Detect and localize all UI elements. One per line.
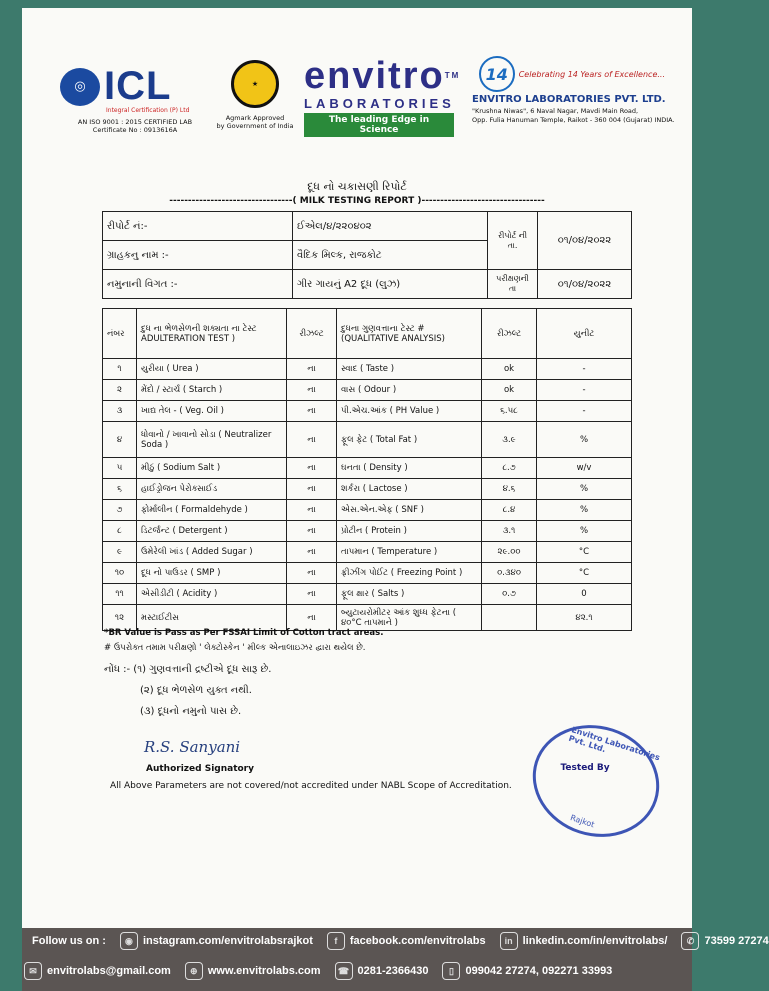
website-link[interactable] (185, 962, 321, 980)
table-row (103, 542, 632, 563)
adulteration-result: ના (287, 359, 337, 380)
row-number: ૮ (103, 521, 137, 542)
row-number: ૭ (103, 500, 137, 521)
table-body (103, 359, 632, 631)
hash-note: # ઉપરોક્ત તમામ પરીક્ષણો ' લેક્ટોસ્કેન ' મીલ્ક એનાલાઇઝર દ્વારા થયેલ છે. (104, 643, 366, 653)
sample-details: ગીર ગાયનું A2 દૂધ (લુઝ) (293, 270, 488, 299)
authorized-signatory: Authorized Signatory (146, 764, 254, 774)
header-unit: યુનીટ (537, 309, 632, 359)
table-row (103, 422, 632, 458)
remarks (104, 659, 383, 722)
unit: % (537, 479, 632, 500)
icl-certification (60, 118, 210, 134)
landline-number: 0281-2366430 (357, 965, 429, 977)
remark-item: (૨) દૂધ ભેળસેળ યુક્ત નથી. (140, 685, 252, 696)
remark-item: (૧) ગુણવત્તાની દ્રષ્ટીએ દૂધ સારૂ છે. (133, 664, 272, 675)
quality-result: ૦.૭ (482, 584, 537, 605)
table-row (103, 500, 632, 521)
remark-item: (૩) દૂધનો નમુનો પાસ છે. (140, 706, 242, 717)
table-row (103, 359, 632, 380)
email-link[interactable] (24, 962, 171, 980)
report-info-table (102, 211, 632, 299)
adulteration-result: ના (287, 479, 337, 500)
instagram-url: instagram.com/envitrolabsrajkot (142, 935, 313, 947)
table-row (103, 584, 632, 605)
facebook-link[interactable] (327, 932, 486, 950)
adulteration-test: ખાદ્ય તેલ - ( Veg. Oil ) (137, 401, 287, 422)
lab-stamp (518, 709, 674, 853)
linkedin-link[interactable] (500, 932, 668, 950)
adulteration-result: ના (287, 605, 337, 631)
signature: R.S. Sanyani (144, 738, 241, 756)
company-address (472, 107, 687, 124)
unit: - (537, 401, 632, 422)
quality-test: ઘનતા ( Density ) (337, 458, 482, 479)
table-row (103, 380, 632, 401)
letterhead (22, 8, 692, 148)
header-result: રીઝલ્ટ (287, 309, 337, 359)
mobile-icon: ▯ (442, 962, 460, 980)
row-number: ૨ (103, 380, 137, 401)
stamp-tested-by: Tested By (560, 762, 610, 773)
email-icon: ✉ (24, 962, 42, 980)
quality-test: ફૂલ ફેટ ( Total Fat ) (337, 422, 482, 458)
company-name: ENVITRO LABORATORIES PVT. LTD. (472, 94, 666, 105)
unit: °C (537, 563, 632, 584)
info-row (103, 270, 632, 299)
quality-result: ૪.૬ (482, 479, 537, 500)
table-row (103, 605, 632, 631)
header-quality: દુધના ગુણવત્તાના ટેસ્ટ # (QUALITATIVE ANALYSIS) (337, 309, 482, 359)
icl-block (60, 64, 210, 134)
report-date: ૦૧/૦૪/૨૦૨૨ (538, 212, 632, 270)
whatsapp-number (681, 932, 768, 950)
table-row (103, 521, 632, 542)
quality-result: ૮.૭ (482, 458, 537, 479)
quality-test: પી.એચ.આંક ( PH Value ) (337, 401, 482, 422)
customer-label: ગ્રાહકનુ નામ :- (103, 241, 293, 270)
quality-test: ફ્રીઝીંગ પોઈંટ ( Freezing Point ) (337, 563, 482, 584)
instagram-icon: ◉ (120, 932, 138, 950)
test-date-label: પરીક્ષણની તા (488, 270, 538, 299)
row-number: ૧ (103, 359, 137, 380)
report-title-gujarati: દૂધ નો ચકાસણી રિપોર્ટ (307, 180, 407, 193)
report-no-label: રીપોર્ટ નં:- (103, 212, 293, 241)
unit: ૪૨.૧ (537, 605, 632, 631)
adulteration-test: ડિટર્જન્ટ ( Detergent ) (137, 521, 287, 542)
info-row (103, 212, 632, 241)
envitro-name: envitro (304, 55, 445, 97)
unit: % (537, 500, 632, 521)
row-number: ૪ (103, 422, 137, 458)
icl-cert-number: Certificate No : 0913616A (92, 126, 178, 134)
quality-result: ૩.૧ (482, 521, 537, 542)
agmark-caption (215, 114, 295, 130)
phone-icon: ☎ (335, 962, 353, 980)
unit: - (537, 359, 632, 380)
unit: 0 (537, 584, 632, 605)
anniversary-text: Celebrating 14 Years of Excellence... (518, 69, 665, 79)
linkedin-icon: in (500, 932, 518, 950)
adulteration-test: મેંદો / સ્ટાર્ચ ( Starch ) (137, 380, 287, 401)
quality-test: તાપમાન ( Temperature ) (337, 542, 482, 563)
report-title-english: ---------------------------------( MILK TESTING REPORT )--------------------------------- (169, 196, 545, 206)
adulteration-result: ના (287, 380, 337, 401)
adulteration-result: ના (287, 521, 337, 542)
adulteration-result: ના (287, 458, 337, 479)
envitro-laboratories: LABORATORIES (304, 96, 455, 111)
unit: w/v (537, 458, 632, 479)
icl-subtitle: Integral Certification (P) Ltd (106, 107, 190, 114)
quality-test: વાસ ( Odour ) (337, 380, 482, 401)
website-url: www.envitrolabs.com (207, 965, 321, 977)
quality-test: સ્વાદ ( Taste ) (337, 359, 482, 380)
quality-test: એસ.એન.એફ ( SNF ) (337, 500, 482, 521)
adulteration-test: યુરીયા ( Urea ) (137, 359, 287, 380)
adulteration-test: દૂધ નો પાઉડર ( SMP ) (137, 563, 287, 584)
row-number: ૧૧ (103, 584, 137, 605)
report-date-label: રીપોર્ટ ની તા. (488, 212, 538, 270)
test-results-table (102, 308, 632, 631)
report-no: ઈએલ/૪/૨૨૦૪૦૨ (293, 212, 488, 241)
adulteration-result: ના (287, 500, 337, 521)
unit: % (537, 521, 632, 542)
footer-contact-row (22, 962, 692, 980)
trademark: TM (444, 71, 461, 80)
icl-logo (60, 64, 210, 109)
quality-test: પ્રોટીન ( Protein ) (337, 521, 482, 542)
adulteration-result: ના (287, 422, 337, 458)
footer-bar (22, 928, 769, 991)
adulteration-result: ના (287, 584, 337, 605)
br-note: *BR Value is Pass as Per FSSAI Limit of Cotton tract areas. (104, 628, 384, 638)
icl-cert-line: AN ISO 9001 : 2015 CERTIFIED LAB (77, 118, 193, 126)
quality-test: બ્યુટાયરોમીટર આંક શુધ્ધ ફેટના ( ૪૦°C તાપમાને ) (337, 605, 482, 631)
header-result-2: રીઝલ્ટ (482, 309, 537, 359)
agmark-caption-line: Agmark Approved (225, 114, 285, 122)
agmark-seal-icon: ★ (231, 60, 279, 108)
adulteration-test: હાઈડ્રોજન પેરોક્સાઈડ (137, 479, 287, 500)
notes-section (104, 628, 383, 722)
table-row (103, 401, 632, 422)
follow-label: Follow us on : (32, 935, 106, 947)
unit: - (537, 380, 632, 401)
table-row (103, 479, 632, 500)
nabl-disclaimer: All Above Parameters are not covered/not accredited under NABL Scope of Accreditation. (110, 781, 512, 791)
linkedin-url: linkedin.com/in/envitrolabs/ (522, 935, 668, 947)
adulteration-test: ફોર્માલીન ( Formaldehyde ) (137, 500, 287, 521)
header-number: નંબર (103, 309, 137, 359)
unit: °C (537, 542, 632, 563)
sample-label: નમુનાની વિગત :- (103, 270, 293, 299)
quality-result: ok (482, 380, 537, 401)
remark-row (104, 659, 383, 680)
customer-name: વૈદિક મિલ્ક, રાજકોટ (293, 241, 488, 270)
quality-test: શર્કરા ( Lactose ) (337, 479, 482, 500)
quality-result: ૨૯.૦૦ (482, 542, 537, 563)
quality-result: ૮.૪ (482, 500, 537, 521)
quality-result (482, 605, 537, 631)
envitro-wordmark (304, 55, 461, 97)
table-row (103, 458, 632, 479)
mobile-numbers: 099042 27274, 092271 33993 (465, 965, 613, 977)
globe-icon: ⊕ (185, 962, 203, 980)
anniversary (472, 56, 687, 92)
remarks-label: નોંધ :- (104, 664, 131, 675)
row-number: ૬ (103, 479, 137, 500)
adulteration-result: ના (287, 542, 337, 563)
quality-result: ૬.૫૮ (482, 401, 537, 422)
stamp-ring-text: Envitro Laboratories Pvt. Ltd. (567, 725, 662, 763)
quality-test: ફૂલ ક્ષાર ( Salts ) (337, 584, 482, 605)
row-number: ૯ (103, 542, 137, 563)
mobiles (442, 962, 612, 980)
envitro-logo (304, 55, 461, 137)
company-block (472, 56, 687, 124)
anniversary-badge-icon: 14 (479, 56, 515, 92)
agmark-caption-line: by Government of India (216, 122, 294, 130)
row-number: ૫ (103, 458, 137, 479)
quality-result: ok (482, 359, 537, 380)
adulteration-test: એસીડીટી ( Acidity ) (137, 584, 287, 605)
table-row (103, 563, 632, 584)
address-line: Opp. Fulia Hanuman Temple, Raikot - 360 004 (Gujarat) INDIA. (472, 115, 675, 124)
row-number: ૩ (103, 401, 137, 422)
header-adulteration: દુધ ના ભેળસેળની શક્યતા ના ટેસ્ટ ADULTERATION TEST ) (137, 309, 287, 359)
instagram-link[interactable] (120, 932, 313, 950)
test-date: ૦૧/૦૪/૨૦૨૨ (538, 270, 632, 299)
unit: % (537, 422, 632, 458)
adulteration-result: ના (287, 563, 337, 584)
envitro-tagline: The leading Edge in Science (304, 113, 454, 137)
email-address: envitrolabs@gmail.com (47, 965, 171, 977)
icl-logo-text: ICL (104, 64, 172, 108)
footer-social-row (22, 932, 769, 950)
adulteration-test: ધોવાનો / ખાવાનો સોડા ( Neutralizer Soda ) (137, 422, 287, 458)
facebook-url: facebook.com/envitrolabs (349, 935, 486, 947)
facebook-icon: f (327, 932, 345, 950)
icl-globe-icon: ◎ (60, 68, 100, 106)
quality-result: ૦.૩૪૦ (482, 563, 537, 584)
whatsapp-phone: 73599 27274 (704, 935, 769, 947)
stamp-city: Rajkot (569, 813, 596, 830)
table-header-row (103, 309, 632, 359)
row-number: ૧૨ (103, 605, 137, 631)
row-number: ૧૦ (103, 563, 137, 584)
landline (335, 962, 429, 980)
report-paper (22, 8, 692, 928)
adulteration-result: ના (287, 401, 337, 422)
whatsapp-icon: ✆ (681, 932, 699, 950)
adulteration-test: મીઠું ( Sodium Salt ) (137, 458, 287, 479)
agmark-block (215, 60, 295, 130)
adulteration-test: ઉમેરેલી ખાંડ ( Added Sugar ) (137, 542, 287, 563)
address-line: "Krushna Niwas", 6 Naval Nagar, Mavdi Main Road, (472, 107, 639, 115)
adulteration-test: મસ્ટાઈટીસ (137, 605, 287, 631)
quality-result: ૩.૯ (482, 422, 537, 458)
